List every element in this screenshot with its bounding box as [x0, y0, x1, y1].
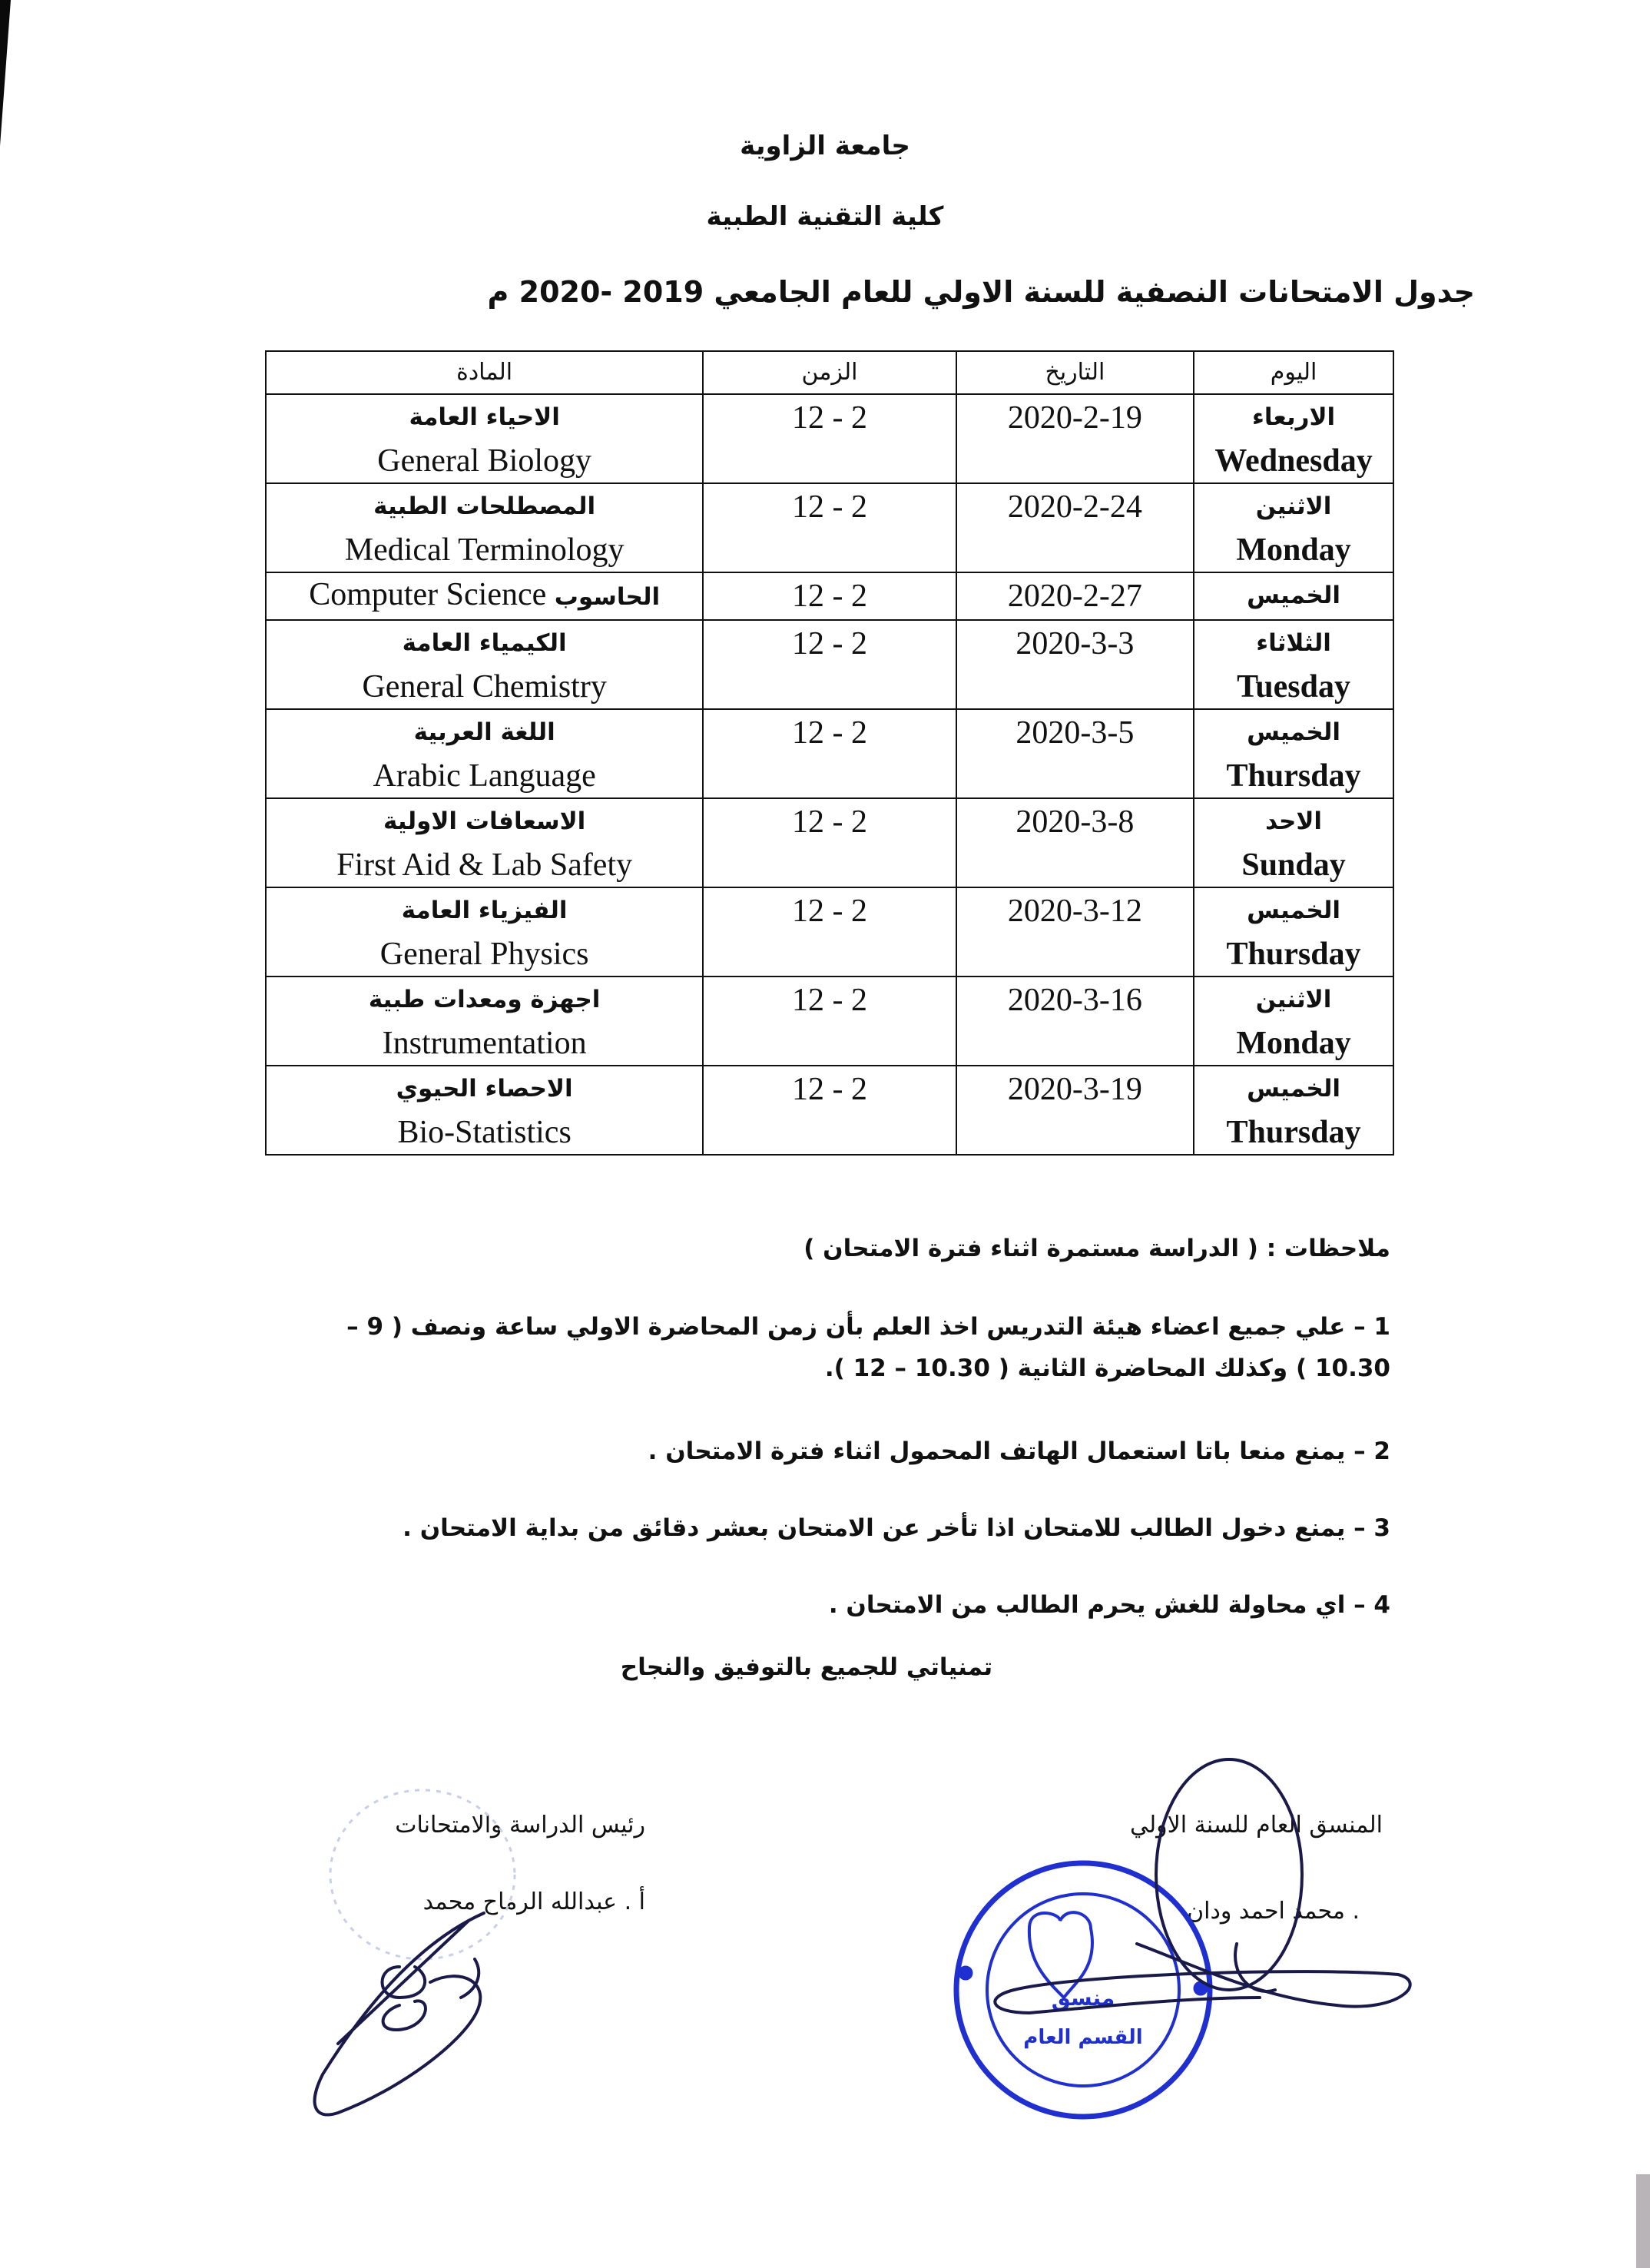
- subject-english: General Biology: [377, 443, 592, 479]
- day-arabic: الخميس: [1247, 1075, 1340, 1102]
- faculty-name: كلية التقنية الطبية: [706, 201, 944, 232]
- day-cell: [1194, 798, 1393, 887]
- exams-head-title: رئيس الدراسة والامتحانات: [395, 1812, 645, 1839]
- time-cell: [703, 483, 956, 572]
- date-cell: [956, 620, 1194, 709]
- subject-english: Instrumentation: [382, 1026, 587, 1061]
- left-signature-icon: [315, 1913, 484, 2115]
- subject-arabic: الاحصاء الحيوي: [396, 1075, 573, 1102]
- day-english: Thursday: [1226, 1115, 1361, 1150]
- subject-arabic: الاسعافات الاولية: [383, 807, 586, 835]
- day-arabic: الخميس: [1247, 582, 1340, 609]
- day-cell: [1194, 394, 1393, 483]
- day-english: Monday: [1236, 532, 1351, 568]
- subject-english: General Chemistry: [362, 669, 607, 705]
- exam-time: 2 - 12: [791, 1072, 867, 1107]
- table-row: [266, 483, 1393, 572]
- subject-cell: [266, 798, 703, 887]
- day-arabic: الخميس: [1247, 718, 1340, 746]
- note-item: 3 – يمنع دخول الطالب للامتحان اذا تأخر عن الامتحان بعشر دقائق من بداية الامتحان .: [403, 1514, 1390, 1542]
- day-english: Sunday: [1241, 847, 1346, 883]
- time-cell: [703, 572, 956, 620]
- exam-time: 2 - 12: [791, 983, 867, 1018]
- subject-english: Bio-Statistics: [397, 1115, 572, 1150]
- table-row: [266, 976, 1393, 1066]
- exam-date: 2020-2-27: [1007, 579, 1142, 614]
- exam-time: 2 - 12: [791, 489, 867, 525]
- exam-date: 2020-3-19: [1007, 1072, 1142, 1107]
- subject-english: First Aid & Lab Safety: [336, 847, 633, 883]
- note-item: 2 – يمنع منعا باتا استعمال الهاتف المحمول اثناء فترة الامتحان .: [648, 1437, 1390, 1465]
- day-cell: [1194, 976, 1393, 1066]
- subject-cell: [266, 483, 703, 572]
- exam-date: 2020-2-24: [1007, 489, 1142, 525]
- time-cell: [703, 620, 956, 709]
- university-name: جامعة الزاوية: [740, 131, 910, 161]
- day-cell: [1194, 483, 1393, 572]
- subject-english: Arabic Language: [373, 758, 596, 794]
- subject-cell: [266, 887, 703, 976]
- time-cell: [703, 887, 956, 976]
- subject-arabic: الكيمياء العامة: [402, 629, 567, 657]
- exams-head-name: أ . عبدالله الرماح محمد: [422, 1888, 645, 1915]
- note-item: 1 – علي جميع اعضاء هيئة التدريس اخذ العلم بأن زمن المحاضرة الاولي ساعة ونصف ( 9 – 10.30 ) وكذلك المحاضرة الثانية ( 10.30 – 12 ).: [346, 1313, 1390, 1382]
- subject-arabic: المصطلحات الطبية: [373, 492, 596, 520]
- date-cell: [956, 394, 1194, 483]
- table-row: [266, 394, 1393, 483]
- note-item: 4 – اي محاولة للغش يحرم الطالب من الامتحان .: [828, 1591, 1390, 1619]
- notes-heading: ملاحظات : ( الدراسة مستمرة اثناء فترة الامتحان ): [803, 1235, 1390, 1262]
- day-arabic: الاحد: [1265, 807, 1323, 835]
- column-header-subject: المادة: [266, 351, 703, 394]
- day-arabic: الاثنين: [1255, 492, 1332, 520]
- column-header-time: الزمن: [703, 351, 956, 394]
- coordinator-title: المنسق العام للسنة الاولي: [1130, 1812, 1383, 1839]
- day-arabic: الثلاثاء: [1256, 629, 1331, 657]
- subject-arabic: الاحياء العامة: [409, 403, 560, 431]
- subject-cell: [266, 394, 703, 483]
- column-header-date: التاريخ: [956, 351, 1194, 394]
- exam-date: 2020-3-8: [1016, 804, 1135, 840]
- exam-time: 2 - 12: [791, 715, 867, 751]
- day-cell: [1194, 572, 1393, 620]
- date-cell: [956, 976, 1194, 1066]
- exam-date: 2020-3-16: [1007, 983, 1142, 1018]
- day-english: Monday: [1236, 1026, 1351, 1061]
- exam-date: 2020-3-5: [1016, 715, 1135, 751]
- table-row: [266, 887, 1393, 976]
- day-arabic: الاربعاء: [1251, 403, 1336, 431]
- closing-wishes: تمنياتي للجميع بالتوفيق والنجاح: [620, 1653, 993, 1681]
- time-cell: [703, 798, 956, 887]
- exam-date: 2020-3-12: [1007, 894, 1142, 929]
- exam-time: 2 - 12: [791, 626, 867, 662]
- subject-english: Medical Terminology: [344, 532, 625, 568]
- subject-arabic: الفيزياء العامة: [401, 897, 568, 924]
- subject-arabic: اللغة العربية: [413, 718, 555, 746]
- day-english: Tuesday: [1237, 669, 1350, 705]
- date-cell: [956, 798, 1194, 887]
- table-row: [266, 572, 1393, 620]
- subject-arabic: اجهزة ومعدات طبية: [368, 986, 601, 1013]
- day-english: Thursday: [1226, 937, 1361, 972]
- subject-english: General Physics: [379, 937, 589, 972]
- exam-date: 2020-3-3: [1016, 626, 1135, 662]
- document-title: جدول الامتحانات النصفية للسنة الاولي للعام الجامعي 2019 -2020 م: [487, 275, 1475, 309]
- date-cell: [956, 709, 1194, 798]
- table-row: [266, 620, 1393, 709]
- table-row: [266, 798, 1393, 887]
- right-signature-icon: [995, 1759, 1410, 2013]
- subject-cell: [266, 1066, 703, 1155]
- date-cell: [956, 483, 1194, 572]
- scan-edge-shadow: [1636, 2174, 1650, 2268]
- column-header-day: اليوم: [1194, 351, 1393, 394]
- day-arabic: الاثنين: [1255, 986, 1332, 1013]
- table-row: [266, 709, 1393, 798]
- day-arabic: الخميس: [1247, 897, 1340, 924]
- exam-time: 2 - 12: [791, 894, 867, 929]
- time-cell: [703, 709, 956, 798]
- stamp-center-bottom: القسم العام: [1023, 2026, 1143, 2049]
- day-english: Wednesday: [1214, 443, 1373, 479]
- time-cell: [703, 976, 956, 1066]
- exam-schedule-table: [265, 350, 1394, 1156]
- date-cell: [956, 572, 1194, 620]
- day-english: Thursday: [1226, 758, 1361, 794]
- day-cell: [1194, 887, 1393, 976]
- subject-cell: [266, 620, 703, 709]
- table-row: [266, 1066, 1393, 1155]
- time-cell: [703, 394, 956, 483]
- subject-arabic: الحاسوب: [554, 583, 661, 611]
- time-cell: [703, 1066, 956, 1155]
- stamp-center-top: منسق: [1051, 1985, 1115, 2011]
- subject-cell: [266, 709, 703, 798]
- exam-time: 2 - 12: [791, 804, 867, 840]
- table-header-row: [266, 351, 1393, 394]
- exam-time: 2 - 12: [791, 579, 867, 614]
- coordinator-name: . محمد احمد ودان: [1187, 1898, 1360, 1925]
- exam-date: 2020-2-19: [1007, 400, 1142, 436]
- scan-edge-shadow: [0, 0, 11, 146]
- day-cell: [1194, 620, 1393, 709]
- day-cell: [1194, 1066, 1393, 1155]
- day-cell: [1194, 709, 1393, 798]
- date-cell: [956, 1066, 1194, 1155]
- subject-english: Computer Science: [309, 577, 547, 612]
- subject-cell: [266, 976, 703, 1066]
- subject-cell: [266, 572, 703, 620]
- date-cell: [956, 887, 1194, 976]
- exam-time: 2 - 12: [791, 400, 867, 436]
